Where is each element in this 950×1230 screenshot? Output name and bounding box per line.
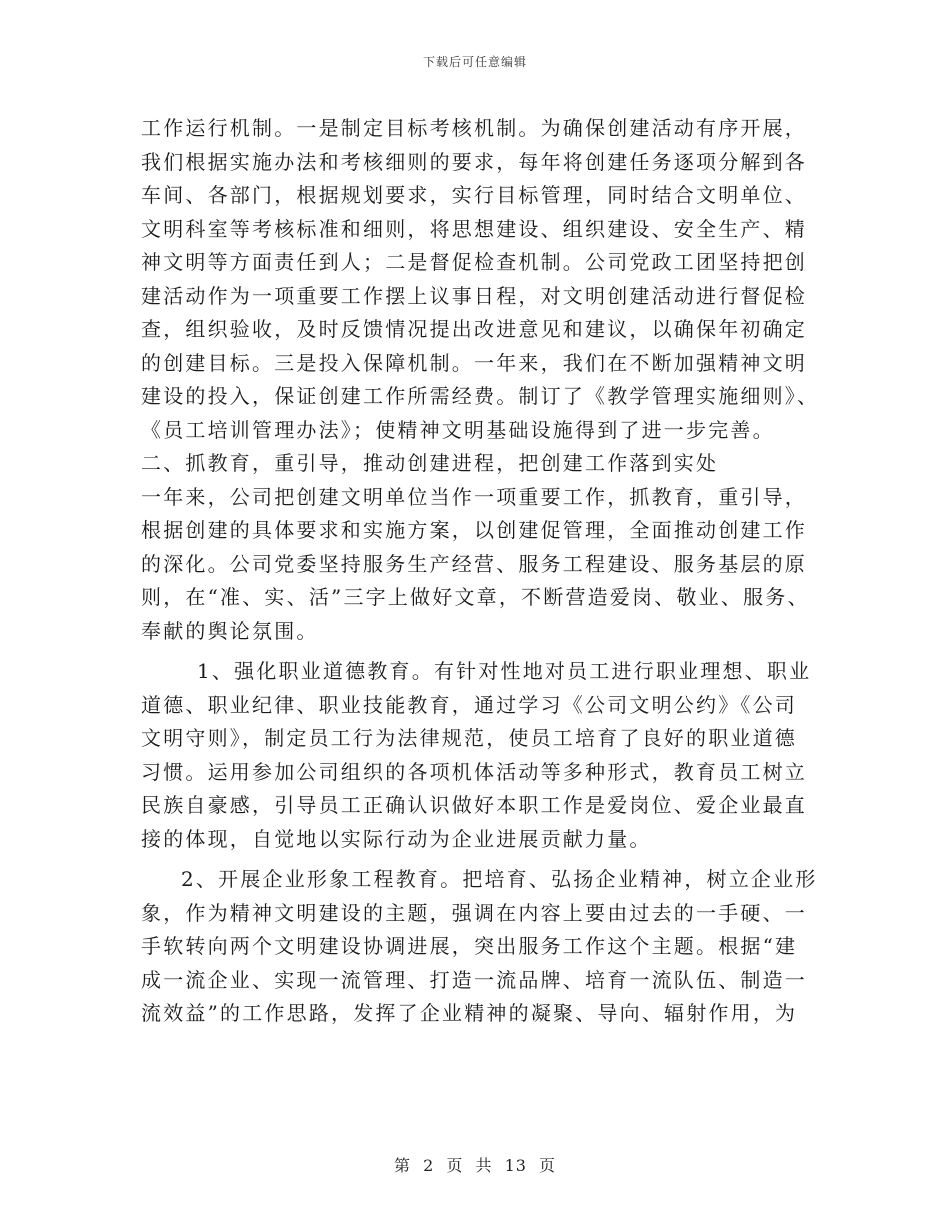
text-line: 文明守则》，制定员工行为法律规范，使员工培育了良好的职业道德 [141, 726, 797, 750]
footer-word-ye: 页 [539, 1156, 557, 1175]
text-line: 文明科室等考核标准和细则，将思想建设、组织建设、安全生产、精 [141, 216, 807, 241]
text-line: 查，组织验收，及时反馈情况提出改进意见和建议，以确保年初确定 [141, 317, 807, 341]
paragraph-start: 1、强化职业道德教育。有针对性地对员工进行职业理想、职业 [197, 659, 812, 683]
body-text [141, 112, 820, 1031]
text-line: 根据创建的具体要求和实施方案，以创建促管理，全面推动创建工作 [141, 518, 807, 542]
page-footer [0, 1153, 950, 1176]
text-line: 习惯。运用参加公司组织的各项机体活动等多种形式，教育员工树立 [141, 759, 807, 784]
text-line: 一年来，公司把创建文明单位当作一项重要工作，抓教育，重引导， [141, 484, 807, 509]
text-line: 车间、各部门，根据规划要求，实行目标管理，同时结合文明单位、 [141, 183, 807, 207]
text-line: 的深化。公司党委坚持服务生产经营、服务工程建设、服务基层的原 [141, 551, 807, 576]
footer-word-di: 第 [393, 1156, 411, 1175]
text-line: 象，作为精神文明建设的主题，强调在内容上要由过去的一手硬、一 [141, 900, 807, 925]
text-line: 手软转向两个文明建设协调进展，突出服务工作这个主题。根据“建 [141, 934, 798, 958]
text-line: 道德、职业纪律、职业技能教育，通过学习《公司文明公约》《公司 [141, 692, 797, 717]
text-line: 流效益”的工作思路，发挥了企业精神的凝聚、导向、辐射作用，为 [141, 1001, 798, 1025]
footer-word-ye: 页 [446, 1156, 464, 1175]
text-line: 接的体现，自觉地以实际行动为企业进展贡献力量。 [141, 826, 652, 851]
text-line: 的创建目标。三是投入保障机制。一年来，我们在不断加强精神文明 [141, 350, 807, 375]
text-line: 建活动作为一项重要工作摆上议事日程，对文明创建活动进行督促检 [141, 283, 807, 308]
paragraph-start: 2、开展企业形象工程教育。把培育、弘扬企业精神，树立企业形 [181, 867, 818, 891]
footer-word-gong: 共 [475, 1156, 493, 1175]
header-note: 下载后可任意编辑 [422, 55, 527, 69]
text-line: 《员工培训管理办法》；使精神文明基础设施得到了进一步完善。 [141, 417, 775, 442]
current-page-number: 2 [423, 1156, 435, 1175]
text-line: 成一流企业、实现一流管理、打造一流品牌、培育一流队伍、制造一 [141, 967, 807, 992]
text-line: 建设的投入，保证创建工作所需经费。制订了《教学管理实施细则》、 [141, 384, 820, 408]
text-line: 民族自豪感，引导员工正确认识做好本职工作是爱岗位、爱企业最直 [141, 793, 807, 817]
section-heading: 二、抓教育，重引导，推动创建进程，把创建工作落到实处 [141, 451, 719, 475]
text-line: 工作运行机制。一是制定目标考核机制。为确保创建活动有序开展， [141, 116, 807, 140]
text-line: 神文明等方面责任到人；二是督促检查机制。公司党政工团坚持把创 [141, 250, 807, 274]
total-pages-number: 13 [504, 1156, 527, 1175]
text-line: 则，在“准、实、活”三字上做好文章，不断营造爱岗、敬业、服务、 [141, 585, 810, 609]
text-line: 我们根据实施办法和考核细则的要求，每年将创建任务逐项分解到各 [141, 149, 807, 174]
text-line: 奉献的舆论氛围。 [141, 618, 319, 643]
